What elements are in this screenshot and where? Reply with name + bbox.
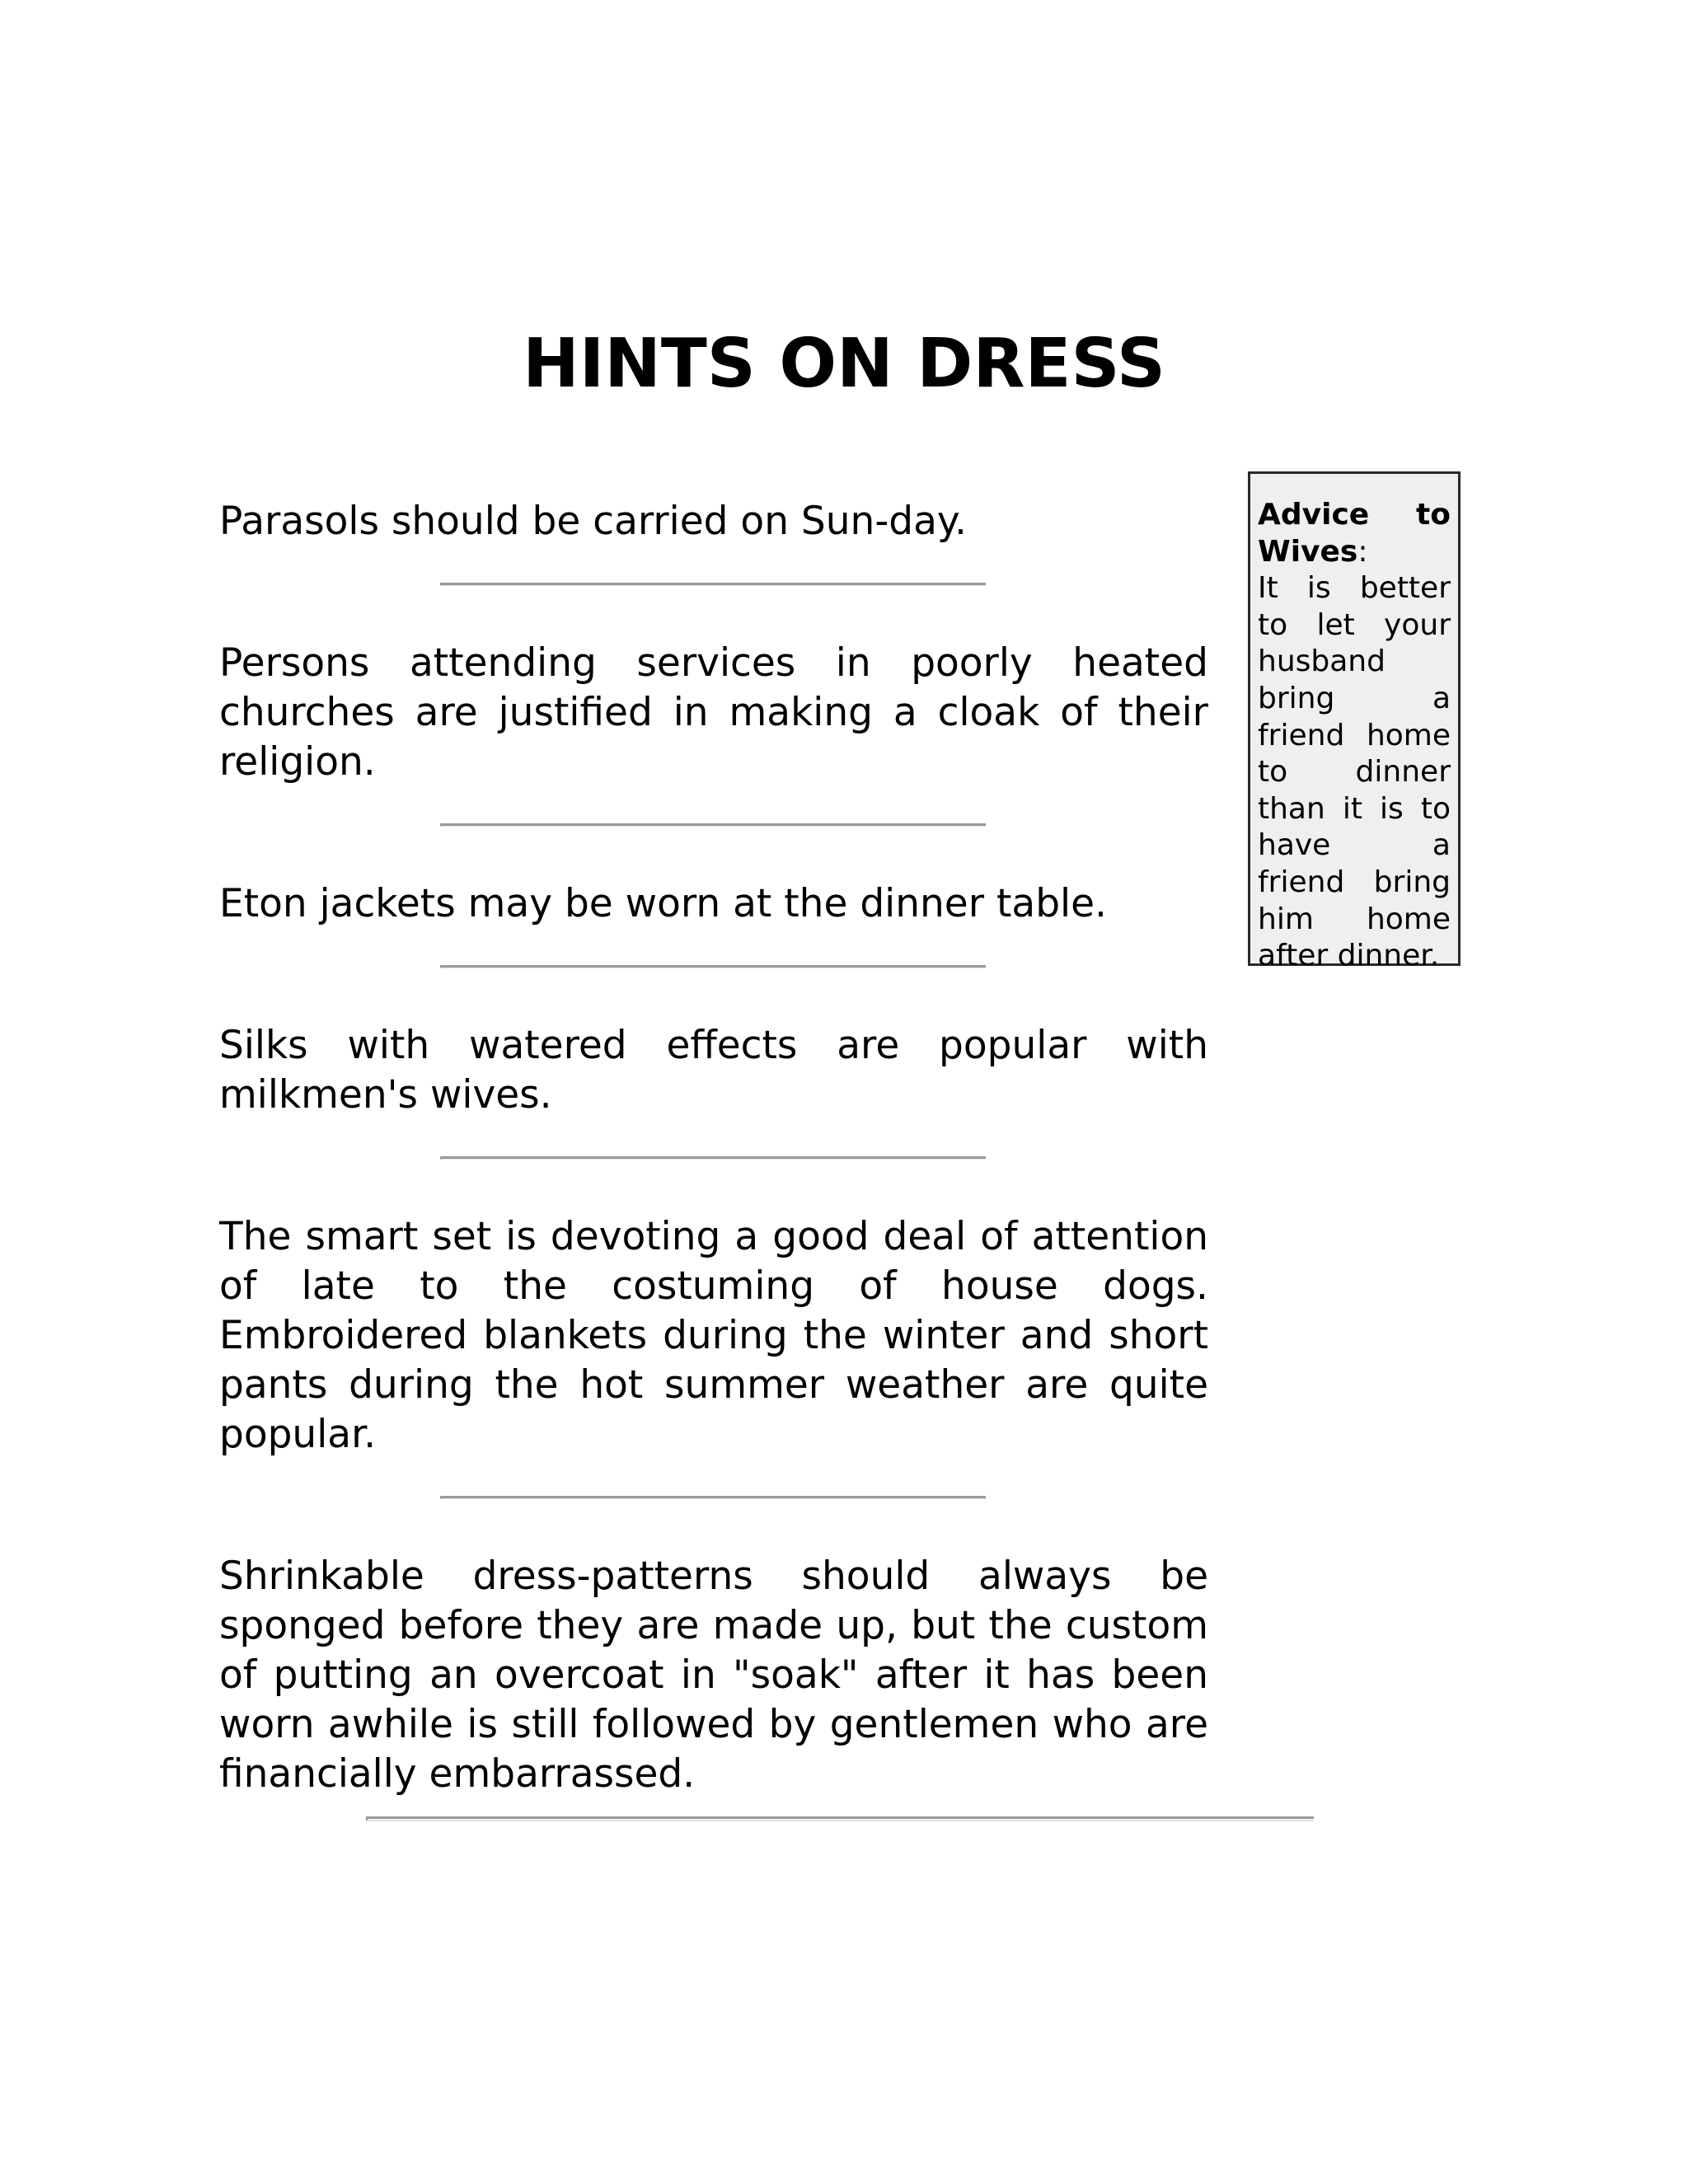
divider-rule <box>440 1496 986 1499</box>
hint-paragraph-2: Persons attending services in poorly heated churches are justified in making a cloak of their religion. <box>219 640 1208 785</box>
divider-rule <box>440 965 986 968</box>
divider-rule <box>440 823 986 827</box>
hint-paragraph-1: Parasols should be carried on Sun-day. <box>219 499 967 544</box>
sidebar-heading-colon: : <box>1357 534 1368 569</box>
sidebar-body-text: It is better to let your husband bring a friend home to dinner than it is to have a friend bring him home after dinner. <box>1258 571 1451 973</box>
hint-paragraph-5: The smart set is devoting a good deal of attention of late to the costuming of house dogs. Embroidered blankets during the winter and short pants during the hot summer weather are quite popular. <box>219 1214 1208 1457</box>
page-title: HINTS ON DRESS <box>523 325 1165 403</box>
closing-divider-rule <box>366 1816 1314 1821</box>
sidebar-heading-line-2 <box>1258 534 1451 571</box>
sidebar-heading-line-1: Advice to <box>1258 498 1451 532</box>
divider-rule <box>440 1156 986 1160</box>
sidebar-heading-wives: Wives <box>1258 534 1358 569</box>
hint-paragraph-6: Shrinkable dress-patterns should always be sponged before they are made up, but the custom of putting an overcoat in "soak" after it has been worn awhile is still followed by gentlemen who are financially embarrassed. <box>219 1554 1208 1797</box>
hints-list <box>219 497 1208 1799</box>
hint-paragraph-3: Eton jackets may be worn at the dinner table. <box>219 881 1107 926</box>
hint-paragraph-4: Silks with watered effects are popular with milkmen's wives. <box>219 1023 1208 1118</box>
advice-sidebar-box <box>1248 471 1461 973</box>
divider-rule <box>440 583 986 586</box>
